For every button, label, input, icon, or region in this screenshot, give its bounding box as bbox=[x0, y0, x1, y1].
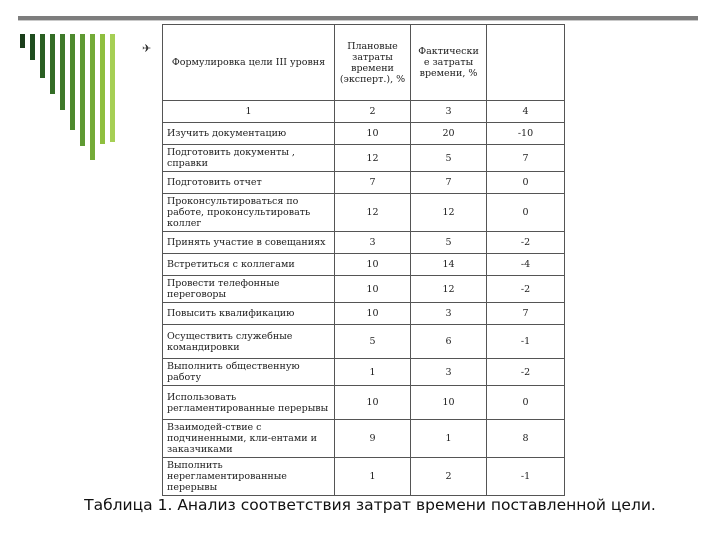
table-caption: Таблица 1. Анализ соответствия затрат времени поставленной цели. bbox=[84, 496, 656, 514]
task-cell: Подготовить отчет bbox=[163, 172, 335, 194]
table-row bbox=[163, 254, 565, 276]
top-bar-highlight bbox=[18, 20, 698, 21]
planned-cell: 10 bbox=[335, 123, 411, 145]
difference-cell: -2 bbox=[487, 276, 565, 303]
header-number-row bbox=[163, 101, 565, 123]
stripe bbox=[20, 34, 25, 48]
table-row bbox=[163, 325, 565, 359]
bullet-icon: ✈ bbox=[142, 42, 152, 55]
header-goal: Формулировка цели III уровня bbox=[163, 25, 335, 101]
planned-cell: 10 bbox=[335, 303, 411, 325]
actual-cell: 20 bbox=[411, 123, 487, 145]
table-row bbox=[163, 123, 565, 145]
actual-cell: 7 bbox=[411, 172, 487, 194]
stripe bbox=[70, 34, 75, 130]
difference-cell: -10 bbox=[487, 123, 565, 145]
planned-cell: 10 bbox=[335, 386, 411, 420]
header-row bbox=[163, 25, 565, 101]
stripe bbox=[110, 34, 115, 142]
task-cell: Выполнить нерегламентированные перерывы bbox=[163, 458, 335, 496]
task-cell: Использовать регламентированные перерывы bbox=[163, 386, 335, 420]
actual-cell: 3 bbox=[411, 359, 487, 386]
planned-cell: 3 bbox=[335, 232, 411, 254]
stripe bbox=[90, 34, 95, 160]
task-cell: Подготовить документы , справки bbox=[163, 145, 335, 172]
stripe bbox=[100, 34, 105, 144]
col-number: 3 bbox=[411, 101, 487, 123]
planned-cell: 5 bbox=[335, 325, 411, 359]
actual-cell: 5 bbox=[411, 145, 487, 172]
table-row bbox=[163, 420, 565, 458]
actual-cell: 10 bbox=[411, 386, 487, 420]
stripe bbox=[50, 34, 55, 94]
difference-cell: 8 bbox=[487, 420, 565, 458]
difference-cell: -4 bbox=[487, 254, 565, 276]
col-number: 1 bbox=[163, 101, 335, 123]
actual-cell: 12 bbox=[411, 194, 487, 232]
task-cell: Повысить квалификацию bbox=[163, 303, 335, 325]
header-planned: Плановые затраты времени (эксперт.), % bbox=[335, 25, 411, 101]
difference-cell: 0 bbox=[487, 386, 565, 420]
task-cell: Проконсультироваться по работе, проконсультировать коллег bbox=[163, 194, 335, 232]
table-row bbox=[163, 359, 565, 386]
actual-cell: 12 bbox=[411, 276, 487, 303]
difference-cell: -2 bbox=[487, 359, 565, 386]
planned-cell: 12 bbox=[335, 194, 411, 232]
actual-cell: 2 bbox=[411, 458, 487, 496]
planned-cell: 10 bbox=[335, 276, 411, 303]
actual-cell: 14 bbox=[411, 254, 487, 276]
difference-cell: -2 bbox=[487, 232, 565, 254]
time-analysis-table bbox=[162, 24, 565, 496]
difference-cell: 7 bbox=[487, 145, 565, 172]
actual-cell: 1 bbox=[411, 420, 487, 458]
task-cell: Осуществить служебные командировки bbox=[163, 325, 335, 359]
stripe bbox=[30, 34, 35, 60]
table-row bbox=[163, 232, 565, 254]
table-row bbox=[163, 145, 565, 172]
task-cell: Принять участие в совещаниях bbox=[163, 232, 335, 254]
actual-cell: 3 bbox=[411, 303, 487, 325]
actual-cell: 6 bbox=[411, 325, 487, 359]
task-cell: Провести телефонные переговоры bbox=[163, 276, 335, 303]
table-row bbox=[163, 386, 565, 420]
planned-cell: 12 bbox=[335, 145, 411, 172]
header-actual: Фактически е затраты времени, % bbox=[411, 25, 487, 101]
task-cell: Встретиться с коллегами bbox=[163, 254, 335, 276]
planned-cell: 10 bbox=[335, 254, 411, 276]
planned-cell: 9 bbox=[335, 420, 411, 458]
difference-cell: 7 bbox=[487, 303, 565, 325]
stripe bbox=[60, 34, 65, 110]
col-number: 2 bbox=[335, 101, 411, 123]
difference-cell: -1 bbox=[487, 458, 565, 496]
stripe bbox=[80, 34, 85, 146]
table-row bbox=[163, 172, 565, 194]
table-row bbox=[163, 303, 565, 325]
task-cell: Взаимодей-ствие с подчиненными, кли-ентами и заказчиками bbox=[163, 420, 335, 458]
header-difference bbox=[487, 25, 565, 101]
stripe bbox=[40, 34, 45, 78]
planned-cell: 1 bbox=[335, 458, 411, 496]
actual-cell: 5 bbox=[411, 232, 487, 254]
difference-cell: -1 bbox=[487, 325, 565, 359]
task-cell: Выполнить общественную работу bbox=[163, 359, 335, 386]
col-number: 4 bbox=[487, 101, 565, 123]
table-row bbox=[163, 194, 565, 232]
difference-cell: 0 bbox=[487, 194, 565, 232]
planned-cell: 1 bbox=[335, 359, 411, 386]
table-row bbox=[163, 276, 565, 303]
planned-cell: 7 bbox=[335, 172, 411, 194]
task-cell: Изучить документацию bbox=[163, 123, 335, 145]
difference-cell: 0 bbox=[487, 172, 565, 194]
table-row bbox=[163, 458, 565, 496]
